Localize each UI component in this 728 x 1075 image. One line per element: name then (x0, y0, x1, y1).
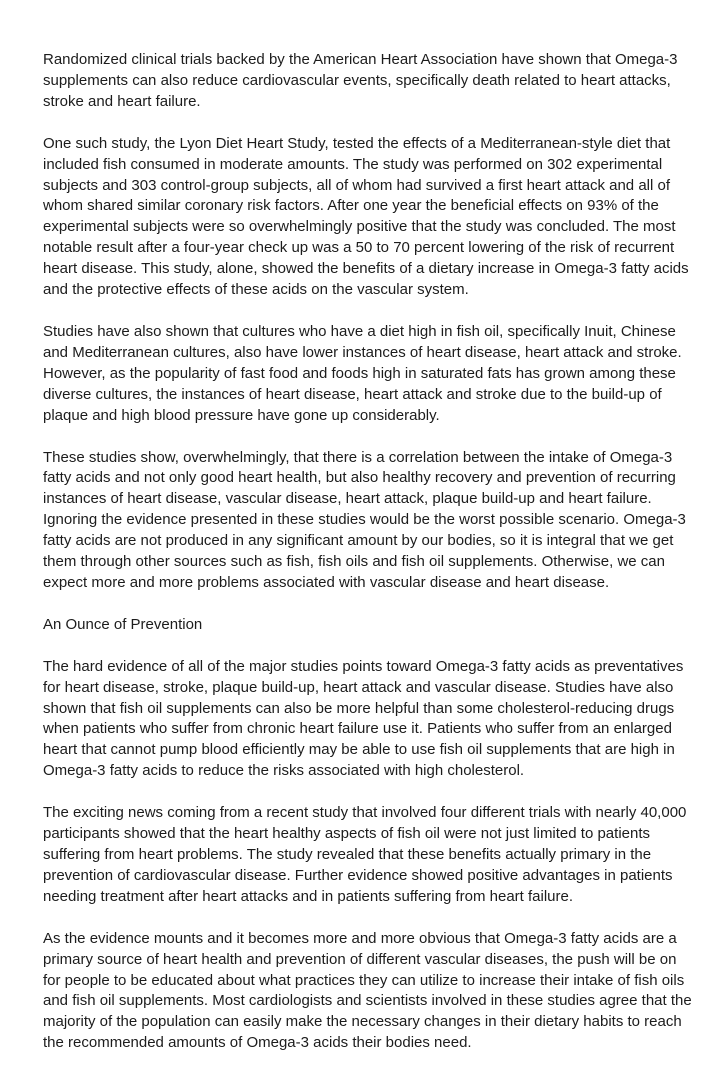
text-line: them through other sources such as fish, fish oils and fish oil supplements. Otherwise, we can (43, 553, 665, 571)
text-line: shown that fish oil supplements can also be more helpful than some cholesterol-reducing drugs (43, 699, 675, 717)
text-line: for heart disease, stroke, plaque build-up, heart attack and vascular disease. Studies have also (43, 678, 674, 696)
text-line: heart disease. This study, alone, showed the benefits of a dietary increase in Omega-3 fatty acids (43, 260, 689, 278)
text-line: the recommended amounts of Omega-3 acids their bodies need. (43, 1034, 472, 1052)
paragraph-aha-trials (43, 50, 691, 113)
text-line: and the protective effects of these acids on the vascular system. (43, 281, 469, 299)
text-line: stroke and heart failure. (43, 92, 201, 110)
text-line: The exciting news coming from a recent study that involved four different trials with nearly 40,000 (43, 804, 687, 822)
paragraph-hard-evidence (43, 657, 691, 782)
text-line: Randomized clinical trials backed by the American Heart Association have shown that Omega-3 (43, 51, 678, 68)
text-line: participants showed that the heart healthy aspects of fish oil were not just limited to patients (43, 825, 651, 843)
paragraph-cultures (43, 322, 691, 427)
paragraph-lyon-study (43, 134, 691, 301)
text-line: Studies have also shown that cultures who have a diet high in fish oil, specifically Inuit, Chinese (43, 322, 676, 340)
text-line: whom shared similar coronary risk factors. After one year the beneficial effects on 93% of the (43, 197, 659, 215)
paragraph-evidence-mounts (43, 929, 691, 1054)
text-line: experimental subjects were so overwhelmingly positive that the study was concluded. The most (43, 218, 676, 236)
paragraph-correlation (43, 448, 691, 594)
text-line: Ignoring the evidence presented in these studies would be the worst possible scenario. Omega-3 (43, 511, 686, 529)
text-line: The hard evidence of all of the major studies points toward Omega-3 fatty acids as preventatives (43, 657, 684, 675)
paragraph-recent-study (43, 803, 691, 908)
text-line: subjects and 303 control-group subjects, all of whom had survived a first heart attack and all of (43, 176, 671, 194)
text-line: and Mediterranean cultures, also have lower instances of heart disease, heart attack and stroke. (43, 343, 682, 361)
text-line: expect more and more problems associated with vascular disease and heart disease. (43, 573, 610, 591)
text-line: and fish oil supplements. Most cardiologists and scientists involved in these studies agree that the (43, 992, 692, 1010)
text-line: Omega-3 fatty acids to reduce the risks associated with high cholesterol. (43, 762, 525, 780)
text-line: suffering from heart problems. The study revealed that these benefits actually primary in the (43, 846, 652, 863)
text-line: However, as the popularity of fast food and foods high in saturated fats has grown among these (43, 364, 676, 382)
section-heading (43, 615, 691, 636)
text-line: diverse cultures, the instances of heart disease, heart attack and stroke due to the build-up of (43, 385, 662, 403)
text-line: fatty acids and not only good heart health, but also healthy recovery and prevention of recurring (43, 469, 676, 487)
text-line: notable result after a four-year check up was a 50 to 70 percent lowering of the risk of recurrent (43, 239, 675, 257)
text-line: included fish consumed in moderate amounts. The study was performed on 302 experimental (43, 155, 663, 173)
text-line: primary source of heart health and prevention of different vascular diseases, the push will be on (43, 950, 677, 968)
text-line: plaque and high blood pressure have gone up considerably. (43, 406, 440, 424)
text-line: One such study, the Lyon Diet Heart Study, tested the effects of a Mediterranean-style diet that (43, 134, 671, 152)
text-line: majority of the population can easily make the necessary changes in their dietary habits to reach (43, 1013, 682, 1031)
text-line: As the evidence mounts and it becomes more and more obvious that Omega-3 fatty acids are a (43, 929, 677, 947)
heading-text: An Ounce of Prevention (43, 615, 203, 633)
text-line: heart that cannot pump blood efficiently may be able to use fish oil supplements that are high in (43, 741, 675, 759)
text-line: prevention of cardiovascular disease. Further evidence showed positive advantages in patients (43, 866, 673, 884)
text-line: for people to be educated about what practices they can utilize to increase their intake of fish oils (43, 971, 685, 989)
text-line: fatty acids are not produced in any significant amount by our bodies, so it is integral that we get (43, 532, 674, 550)
text-line: when patients who suffer from chronic heart failure use it. Patients who suffer from an enlarged (43, 720, 672, 738)
document-body (43, 50, 691, 1075)
text-line: needing treatment after heart attacks and in patients suffering from heart failure. (43, 887, 574, 905)
text-line: These studies show, overwhelmingly, that there is a correlation between the intake of Omega-3 (43, 448, 673, 466)
text-line: instances of heart disease, vascular disease, heart attack, plaque build-up and heart failure. (43, 490, 652, 508)
text-line: supplements can also reduce cardiovascular events, specifically death related to heart attacks, (43, 71, 671, 89)
